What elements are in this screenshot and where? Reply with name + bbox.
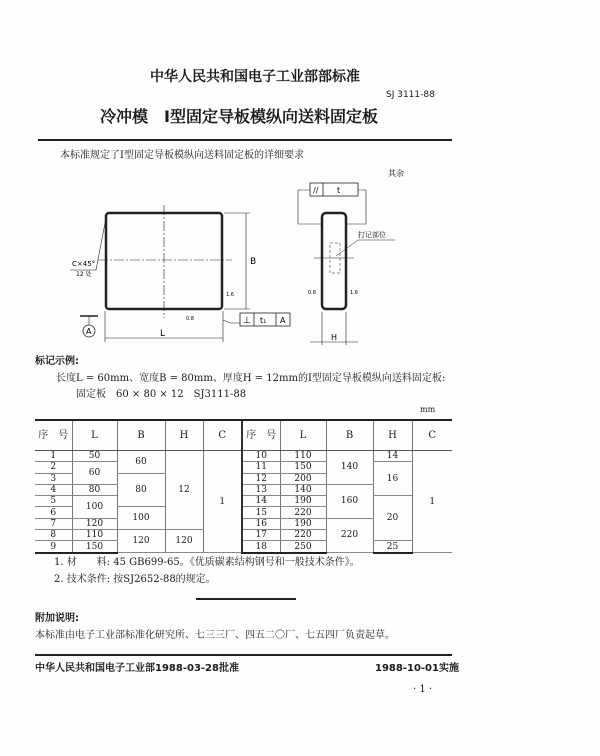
effective-date: 1988-10-01实施 xyxy=(375,663,459,674)
cell: 1 xyxy=(412,451,452,553)
dim-h-label: H xyxy=(331,333,338,342)
cell: 220 xyxy=(326,518,373,552)
table-unit: mm xyxy=(420,405,436,414)
cell: 80 xyxy=(117,473,165,507)
cell: 100 xyxy=(117,507,165,530)
approval-text: 中华人民共和国电子工业部1988-03-28批准 xyxy=(35,663,239,674)
cell: 20 xyxy=(373,496,412,541)
cell: 120 xyxy=(165,530,203,553)
note-material: 1. 材 料: 45 GB699-65。《优质碳素结构钢号和一般技术条件》。 xyxy=(54,557,360,568)
cell: 140 xyxy=(326,451,373,485)
cell: 9 xyxy=(35,541,72,553)
col-header: B xyxy=(117,420,165,451)
col-header: 序 号 xyxy=(242,420,280,451)
cell: 150 xyxy=(72,541,117,553)
cell: 18 xyxy=(242,541,280,553)
mark-position-label: 打记部位 xyxy=(358,231,386,239)
cell: 13 xyxy=(242,484,280,495)
cell: 7 xyxy=(35,518,72,529)
table-row xyxy=(35,462,452,473)
cell: 16 xyxy=(242,518,280,529)
roughness-label: 0.8 xyxy=(308,290,316,296)
cell: 8 xyxy=(35,530,72,541)
cell: 1 xyxy=(203,451,242,553)
table-header-row xyxy=(35,420,452,451)
cell: 11 xyxy=(242,462,280,473)
cell: 50 xyxy=(72,451,117,462)
cell: 5 xyxy=(35,496,72,507)
cell: 17 xyxy=(242,530,280,541)
perpendicular-symbol: ⊥ xyxy=(243,316,251,326)
page-number: · 1 · xyxy=(413,684,433,695)
cell: 60 xyxy=(72,462,117,485)
cell: 100 xyxy=(72,496,117,519)
title-rule xyxy=(38,139,452,141)
dimension-table xyxy=(35,419,452,554)
cell: 120 xyxy=(117,530,165,553)
dim-b-label: B xyxy=(250,257,257,267)
dim-l-label: L xyxy=(160,329,166,339)
cell: 25 xyxy=(373,541,412,553)
cell: 1 xyxy=(35,451,72,462)
perpendicular-tolerance: t₁ xyxy=(260,316,267,325)
cell: 6 xyxy=(35,507,72,518)
cell: 250 xyxy=(280,541,326,553)
marking-example: 固定板 60 × 80 × 12 SJ3111-88 xyxy=(76,389,247,400)
rest-roughness-note: 其余 xyxy=(388,169,404,178)
col-header: C xyxy=(412,420,452,451)
marking-heading: 标记示例: xyxy=(35,356,79,367)
cell: 12 xyxy=(242,473,280,484)
cell: 12 xyxy=(165,451,203,530)
cell: 3 xyxy=(35,473,72,484)
col-header: C xyxy=(203,420,242,451)
cell: 110 xyxy=(280,451,326,462)
appendix-heading: 附加说明: xyxy=(35,613,79,624)
col-header: B xyxy=(326,420,373,451)
parallel-tolerance: t xyxy=(337,186,341,195)
col-header: L xyxy=(280,420,326,451)
intro-text: 本标准规定了Ⅰ型固定导板模纵向送料固定板的详细要求 xyxy=(60,150,304,161)
cell: 16 xyxy=(373,462,412,496)
datum-a-label: A xyxy=(86,327,92,336)
roughness-label: 1.6 xyxy=(226,292,234,298)
cell: 200 xyxy=(280,473,326,484)
cell: 140 xyxy=(280,484,326,495)
technical-drawing xyxy=(0,160,460,350)
roughness-label: 1.6 xyxy=(350,290,358,296)
cell: 2 xyxy=(35,462,72,473)
chamfer-label: C×45° xyxy=(72,260,96,268)
marking-description: 长度L = 60mm、宽度B = 80mm、厚度H = 12mm的Ⅰ型固定导板模纵向送料固定板: xyxy=(56,373,446,384)
chamfer-count: 12 处 xyxy=(76,271,92,278)
cell: 15 xyxy=(242,507,280,518)
footer-rule xyxy=(35,654,452,656)
cell: 60 xyxy=(117,451,165,474)
cell: 220 xyxy=(280,530,326,541)
cell: 120 xyxy=(72,518,117,529)
roughness-label: 0.8 xyxy=(186,316,194,322)
col-header: L xyxy=(72,420,117,451)
table-row xyxy=(35,451,452,462)
perpendicular-datum: A xyxy=(280,316,286,325)
standard-code: SJ 3111-88 xyxy=(386,90,435,100)
cell: 80 xyxy=(72,484,117,495)
col-header: H xyxy=(373,420,412,451)
table-row xyxy=(35,541,452,553)
cell: 190 xyxy=(280,496,326,507)
cell: 150 xyxy=(280,462,326,473)
cell: 110 xyxy=(72,530,117,541)
appendix-text: 本标准由电子工业部标准化研究所、七三三厂、四五二〇厂、七五四厂负责起草。 xyxy=(35,630,395,641)
note-technical: 2. 技术条件: 按SJ2652-88的规定。 xyxy=(54,574,216,585)
end-rule xyxy=(196,598,296,600)
issuing-org: 中华人民共和国电子工业部部标准 xyxy=(150,69,360,85)
cell: 4 xyxy=(35,484,72,495)
plate-side-view xyxy=(322,213,346,309)
parallel-symbol: // xyxy=(313,186,319,195)
cell: 190 xyxy=(280,518,326,529)
cell: 10 xyxy=(242,451,280,462)
cell: 14 xyxy=(373,451,412,462)
col-header: 序 号 xyxy=(35,420,72,451)
cell: 160 xyxy=(326,484,373,518)
document-title: 冷冲模 Ⅰ型固定导板模纵向送料固定板 xyxy=(100,107,378,126)
cell: 220 xyxy=(280,507,326,518)
cell: 14 xyxy=(242,496,280,507)
col-header: H xyxy=(165,420,203,451)
table-row xyxy=(35,496,452,507)
